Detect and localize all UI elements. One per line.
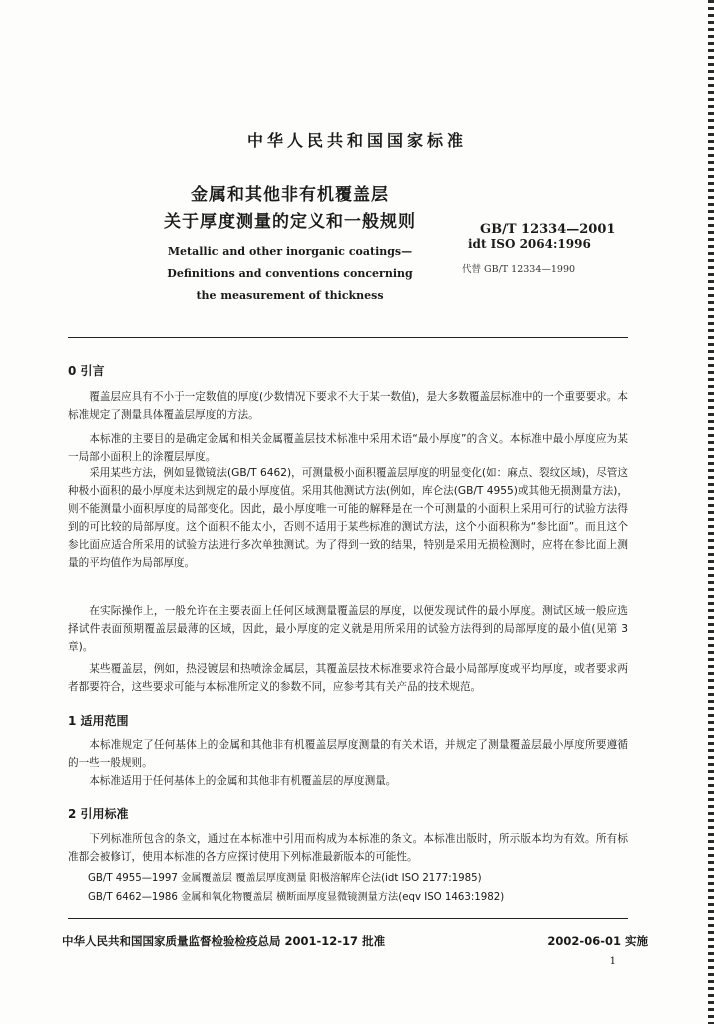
refs-paragraph: 下列标准所包含的条文，通过在本标准中引用而构成为本标准的条文。本标准出版时，所示版本均为有效。所有标准都会被修订，使用本标准的各方应探讨使用下列标准最新版本的可能性。 — [68, 833, 628, 863]
reference-item-1: GB/T 4955—1997 金属覆盖层 覆盖层厚度测量 阳极溶解库仑法(idt ISO 2177:1985) — [88, 873, 482, 884]
standard-replaces: 代替 GB/T 12334—1990 — [462, 264, 576, 275]
section-intro-heading: 0 引言 — [68, 364, 105, 378]
intro-paragraph-1: 覆盖层应具有不小于一定数值的厚度(少数情况下要求不大于某一数值)，是大多数覆盖层标准中的一个重要要求。本标准规定了测量具体覆盖层厚度的方法。 — [68, 391, 628, 421]
scope-paragraph-1: 本标准规定了任何基体上的金属和其他非有机覆盖层厚度测量的有关术语，并规定了测量覆盖层最小厚度所要遵循的一些一般规则。 — [68, 739, 628, 769]
page-number: 1 — [609, 956, 616, 967]
section-scope-heading: 1 适用范围 — [68, 714, 129, 728]
reference-item-2: GB/T 6462—1986 金属和氧化物覆盖层 横断面厚度显微镜测量方法(eqv ISO 1463:1982) — [88, 892, 505, 903]
title-zh-line1: 金属和其他非有机覆盖层 — [191, 185, 389, 205]
intro-paragraph-5: 某些覆盖层，例如，热浸镀层和热喷涂金属层，其覆盖层技术标准要求符合最小局部厚度或平均厚度，或者要求两者都要符合，这些要求可能与本标准所定义的参数不同，应参考其有关产品的技术规范。 — [68, 663, 628, 693]
intro-paragraph-2: 本标准的主要目的是确定金属和相关金属覆盖层技术标准中采用术语“最小厚度”的含义。本标准中最小厚度应为某一局部小面积上的涂覆层厚度。 — [68, 433, 628, 463]
national-standard-heading: 中华人民共和国国家标准 — [246, 131, 467, 150]
title-en-line1: Metallic and other inorganic coatings— — [167, 245, 413, 258]
scope-paragraph-2: 本标准适用于任何基体上的金属和其他非有机覆盖层的厚度测量。 — [89, 775, 397, 787]
title-en-line3: the measurement of thickness — [196, 289, 384, 302]
title-en-line2: Definitions and conventions concerning — [167, 267, 413, 280]
footer-issuer: 中华人民共和国国家质量监督检验检疫总局 2001-12-17 批准 — [62, 934, 386, 948]
header-rule — [68, 337, 628, 338]
intro-paragraph-4: 在实际操作上，一般允许在主要表面上任何区域测量覆盖层的厚度，以便发现试件的最小厚度。测试区域一般应选择试件表面预期覆盖层最薄的区域，因此，最小厚度的定义就是用所采用的试验方法得到的局部厚度的最小值(见第 3 章)。 — [68, 605, 628, 653]
page-scan-edge — [708, 0, 714, 1024]
intro-paragraph-3: 采用某些方法，例如显微镜法(GB/T 6462)，可测量极小面积覆盖层厚度的明显变化(如：麻点、裂纹区域)，尽管这种极小面积的最小厚度未达到规定的最小厚度值。采用其他测试方法(例如，库仑法(GB/T 4955)或其他无损测量方法)，则不能测量小面积厚度的局部变化。因此，最小厚度唯一可能的解释是在一个可测量的小面积上采用可行的试验方法得到的可比较的局部厚度。这个面积不能太小，否则不适用于某些标准的测试方法，这个小面积称为“参比面”。而且这个参比面应适合所采用的试验方法进行多次单独测试。为了得到一致的结果，特别是采用无损检测时，应将在参比面上测量的平均值作为局部厚度。 — [68, 467, 628, 569]
footer-effective-date: 2002-06-01 实施 — [547, 934, 648, 948]
section-refs-heading: 2 引用标准 — [68, 807, 129, 821]
title-zh-line2: 关于厚度测量的定义和一般规则 — [164, 212, 416, 232]
standard-number: GB/T 12334—2001 — [480, 222, 616, 237]
standard-idt: idt ISO 2064:1996 — [468, 237, 591, 251]
footer-rule — [68, 918, 628, 919]
